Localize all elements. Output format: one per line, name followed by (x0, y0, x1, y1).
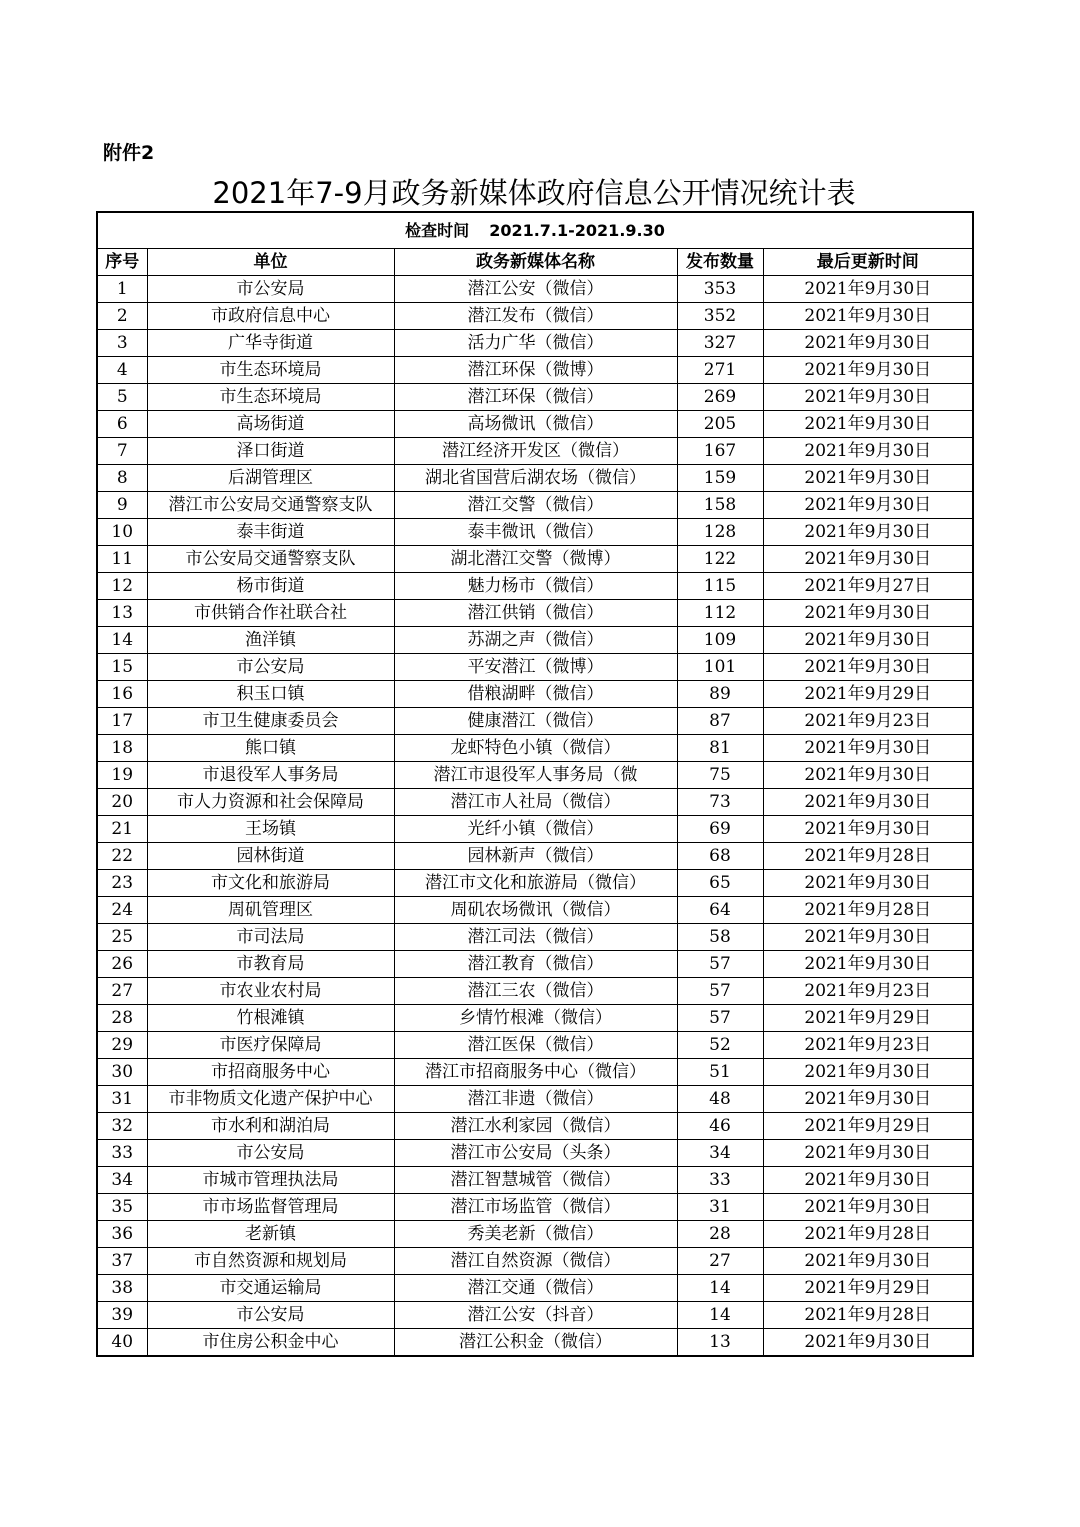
cell-seq: 27 (97, 978, 147, 1005)
cell-unit: 市招商服务中心 (147, 1059, 394, 1086)
cell-seq: 26 (97, 951, 147, 978)
cell-post-count: 57 (677, 978, 763, 1005)
cell-post-count: 115 (677, 573, 763, 600)
cell-last-update: 2021年9月30日 (763, 654, 973, 681)
cell-media-name: 潜江环保（微信） (394, 384, 677, 411)
table-row (97, 546, 973, 573)
cell-last-update: 2021年9月30日 (763, 1194, 973, 1221)
cell-media-name: 周矶农场微讯（微信） (394, 897, 677, 924)
cell-last-update: 2021年9月30日 (763, 357, 973, 384)
cell-last-update: 2021年9月30日 (763, 1086, 973, 1113)
cell-media-name: 平安潜江（微博） (394, 654, 677, 681)
cell-post-count: 13 (677, 1329, 763, 1357)
cell-unit: 市公安局交通警察支队 (147, 546, 394, 573)
cell-post-count: 34 (677, 1140, 763, 1167)
cell-media-name: 潜江公安（微信） (394, 276, 677, 303)
cell-seq: 40 (97, 1329, 147, 1357)
cell-seq: 21 (97, 816, 147, 843)
cell-last-update: 2021年9月30日 (763, 492, 973, 519)
table-row (97, 816, 973, 843)
cell-unit: 杨市街道 (147, 573, 394, 600)
cell-last-update: 2021年9月30日 (763, 735, 973, 762)
cell-seq: 28 (97, 1005, 147, 1032)
cell-media-name: 潜江市退役军人事务局（微 (394, 762, 677, 789)
cell-unit: 王场镇 (147, 816, 394, 843)
table-row (97, 924, 973, 951)
cell-media-name: 园林新声（微信） (394, 843, 677, 870)
table-row (97, 843, 973, 870)
cell-seq: 35 (97, 1194, 147, 1221)
header-media-name: 政务新媒体名称 (394, 249, 677, 276)
cell-media-name: 潜江司法（微信） (394, 924, 677, 951)
cell-last-update: 2021年9月30日 (763, 546, 973, 573)
cell-media-name: 健康潜江（微信） (394, 708, 677, 735)
cell-unit: 市生态环境局 (147, 357, 394, 384)
cell-seq: 39 (97, 1302, 147, 1329)
cell-post-count: 101 (677, 654, 763, 681)
cell-post-count: 27 (677, 1248, 763, 1275)
cell-post-count: 46 (677, 1113, 763, 1140)
table-row (97, 600, 973, 627)
header-unit: 单位 (147, 249, 394, 276)
cell-seq: 17 (97, 708, 147, 735)
cell-seq: 7 (97, 438, 147, 465)
cell-post-count: 69 (677, 816, 763, 843)
cell-seq: 38 (97, 1275, 147, 1302)
cell-unit: 潜江市公安局交通警察支队 (147, 492, 394, 519)
cell-media-name: 潜江经济开发区（微信） (394, 438, 677, 465)
cell-last-update: 2021年9月30日 (763, 627, 973, 654)
header-last-update: 最后更新时间 (763, 249, 973, 276)
cell-unit: 老新镇 (147, 1221, 394, 1248)
table-row (97, 330, 973, 357)
cell-last-update: 2021年9月30日 (763, 816, 973, 843)
cell-post-count: 87 (677, 708, 763, 735)
cell-media-name: 潜江公积金（微信） (394, 1329, 677, 1357)
cell-media-name: 潜江市场监管（微信） (394, 1194, 677, 1221)
cell-seq: 5 (97, 384, 147, 411)
cell-seq: 22 (97, 843, 147, 870)
cell-post-count: 167 (677, 438, 763, 465)
table-row (97, 654, 973, 681)
cell-unit: 市生态环境局 (147, 384, 394, 411)
table-row (97, 897, 973, 924)
cell-last-update: 2021年9月30日 (763, 384, 973, 411)
cell-seq: 2 (97, 303, 147, 330)
cell-media-name: 潜江市文化和旅游局（微信） (394, 870, 677, 897)
table-row (97, 1086, 973, 1113)
cell-seq: 6 (97, 411, 147, 438)
cell-media-name: 潜江发布（微信） (394, 303, 677, 330)
cell-last-update: 2021年9月30日 (763, 465, 973, 492)
cell-seq: 23 (97, 870, 147, 897)
table-row (97, 627, 973, 654)
table-row (97, 870, 973, 897)
cell-post-count: 352 (677, 303, 763, 330)
table-row (97, 1248, 973, 1275)
cell-post-count: 73 (677, 789, 763, 816)
cell-last-update: 2021年9月30日 (763, 951, 973, 978)
cell-seq: 33 (97, 1140, 147, 1167)
cell-post-count: 48 (677, 1086, 763, 1113)
table-row (97, 978, 973, 1005)
cell-media-name: 高场微讯（微信） (394, 411, 677, 438)
cell-last-update: 2021年9月30日 (763, 438, 973, 465)
cell-media-name: 潜江供销（微信） (394, 600, 677, 627)
cell-seq: 15 (97, 654, 147, 681)
cell-seq: 24 (97, 897, 147, 924)
cell-unit: 市农业农村局 (147, 978, 394, 1005)
cell-post-count: 109 (677, 627, 763, 654)
cell-seq: 10 (97, 519, 147, 546)
cell-unit: 周矶管理区 (147, 897, 394, 924)
cell-post-count: 81 (677, 735, 763, 762)
cell-media-name: 潜江三农（微信） (394, 978, 677, 1005)
table-row (97, 1275, 973, 1302)
table-row (97, 1329, 973, 1357)
table-row (97, 708, 973, 735)
cell-unit: 市人力资源和社会保障局 (147, 789, 394, 816)
cell-unit: 熊口镇 (147, 735, 394, 762)
table-row (97, 357, 973, 384)
cell-unit: 市城市管理执法局 (147, 1167, 394, 1194)
cell-unit: 市水利和湖泊局 (147, 1113, 394, 1140)
cell-last-update: 2021年9月23日 (763, 1032, 973, 1059)
table-row (97, 1032, 973, 1059)
table-row (97, 384, 973, 411)
cell-post-count: 112 (677, 600, 763, 627)
cell-seq: 11 (97, 546, 147, 573)
cell-post-count: 158 (677, 492, 763, 519)
cell-media-name: 湖北省国营后湖农场（微信） (394, 465, 677, 492)
cell-media-name: 光纤小镇（微信） (394, 816, 677, 843)
cell-media-name: 泰丰微讯（微信） (394, 519, 677, 546)
cell-post-count: 159 (677, 465, 763, 492)
cell-seq: 8 (97, 465, 147, 492)
check-time-value: 2021.7.1-2021.9.30 (489, 220, 665, 240)
table-row (97, 1113, 973, 1140)
cell-last-update: 2021年9月23日 (763, 708, 973, 735)
cell-post-count: 57 (677, 1005, 763, 1032)
cell-unit: 泰丰街道 (147, 519, 394, 546)
cell-seq: 19 (97, 762, 147, 789)
table-row (97, 573, 973, 600)
cell-post-count: 57 (677, 951, 763, 978)
cell-unit: 市非物质文化遗产保护中心 (147, 1086, 394, 1113)
cell-unit: 市公安局 (147, 1140, 394, 1167)
cell-unit: 市文化和旅游局 (147, 870, 394, 897)
table-row (97, 1005, 973, 1032)
table-row (97, 492, 973, 519)
cell-seq: 34 (97, 1167, 147, 1194)
check-time-row (97, 212, 973, 249)
cell-post-count: 65 (677, 870, 763, 897)
cell-media-name: 借粮湖畔（微信） (394, 681, 677, 708)
cell-post-count: 269 (677, 384, 763, 411)
cell-post-count: 327 (677, 330, 763, 357)
cell-unit: 高场街道 (147, 411, 394, 438)
cell-unit: 市退役军人事务局 (147, 762, 394, 789)
stats-table (96, 211, 974, 1357)
table-row (97, 735, 973, 762)
cell-post-count: 353 (677, 276, 763, 303)
table-row (97, 681, 973, 708)
cell-last-update: 2021年9月30日 (763, 789, 973, 816)
cell-seq: 4 (97, 357, 147, 384)
cell-last-update: 2021年9月30日 (763, 762, 973, 789)
cell-post-count: 33 (677, 1167, 763, 1194)
table-row (97, 1059, 973, 1086)
table-row (97, 411, 973, 438)
cell-last-update: 2021年9月28日 (763, 897, 973, 924)
cell-media-name: 潜江交通（微信） (394, 1275, 677, 1302)
cell-post-count: 31 (677, 1194, 763, 1221)
cell-unit: 竹根滩镇 (147, 1005, 394, 1032)
table-row (97, 276, 973, 303)
cell-unit: 广华寺街道 (147, 330, 394, 357)
cell-seq: 13 (97, 600, 147, 627)
table-row (97, 438, 973, 465)
cell-media-name: 龙虾特色小镇（微信） (394, 735, 677, 762)
cell-last-update: 2021年9月29日 (763, 1113, 973, 1140)
cell-last-update: 2021年9月29日 (763, 1275, 973, 1302)
cell-unit: 渔洋镇 (147, 627, 394, 654)
cell-media-name: 潜江交警（微信） (394, 492, 677, 519)
cell-post-count: 122 (677, 546, 763, 573)
cell-last-update: 2021年9月29日 (763, 681, 973, 708)
cell-unit: 市公安局 (147, 1302, 394, 1329)
cell-media-name: 潜江水利家园（微信） (394, 1113, 677, 1140)
cell-unit: 市司法局 (147, 924, 394, 951)
cell-media-name: 潜江非遗（微信） (394, 1086, 677, 1113)
cell-unit: 市公安局 (147, 276, 394, 303)
cell-seq: 32 (97, 1113, 147, 1140)
cell-last-update: 2021年9月28日 (763, 1221, 973, 1248)
cell-last-update: 2021年9月30日 (763, 519, 973, 546)
cell-last-update: 2021年9月30日 (763, 330, 973, 357)
cell-seq: 12 (97, 573, 147, 600)
cell-seq: 16 (97, 681, 147, 708)
cell-post-count: 64 (677, 897, 763, 924)
cell-post-count: 68 (677, 843, 763, 870)
table-body (97, 276, 973, 1357)
cell-unit: 市教育局 (147, 951, 394, 978)
table-row (97, 1140, 973, 1167)
cell-last-update: 2021年9月30日 (763, 1248, 973, 1275)
cell-last-update: 2021年9月30日 (763, 303, 973, 330)
header-post-count: 发布数量 (677, 249, 763, 276)
cell-media-name: 潜江环保（微博） (394, 357, 677, 384)
cell-post-count: 52 (677, 1032, 763, 1059)
table-row (97, 789, 973, 816)
cell-seq: 31 (97, 1086, 147, 1113)
cell-unit: 园林街道 (147, 843, 394, 870)
cell-media-name: 潜江智慧城管（微信） (394, 1167, 677, 1194)
cell-unit: 市供销合作社联合社 (147, 600, 394, 627)
cell-media-name: 潜江公安（抖音） (394, 1302, 677, 1329)
cell-unit: 市政府信息中心 (147, 303, 394, 330)
cell-media-name: 潜江市招商服务中心（微信） (394, 1059, 677, 1086)
cell-last-update: 2021年9月30日 (763, 1329, 973, 1357)
cell-post-count: 14 (677, 1275, 763, 1302)
cell-unit: 市医疗保障局 (147, 1032, 394, 1059)
cell-last-update: 2021年9月27日 (763, 573, 973, 600)
cell-seq: 3 (97, 330, 147, 357)
cell-post-count: 89 (677, 681, 763, 708)
cell-media-name: 潜江自然资源（微信） (394, 1248, 677, 1275)
cell-unit: 市住房公积金中心 (147, 1329, 394, 1357)
cell-post-count: 75 (677, 762, 763, 789)
cell-last-update: 2021年9月30日 (763, 600, 973, 627)
cell-media-name: 潜江教育（微信） (394, 951, 677, 978)
table-row (97, 762, 973, 789)
cell-last-update: 2021年9月28日 (763, 843, 973, 870)
cell-media-name: 乡情竹根滩（微信） (394, 1005, 677, 1032)
cell-media-name: 魅力杨市（微信） (394, 573, 677, 600)
cell-media-name: 活力广华（微信） (394, 330, 677, 357)
cell-last-update: 2021年9月30日 (763, 276, 973, 303)
header-seq: 序号 (97, 249, 147, 276)
table-row (97, 1194, 973, 1221)
table-row (97, 1302, 973, 1329)
cell-post-count: 58 (677, 924, 763, 951)
cell-seq: 36 (97, 1221, 147, 1248)
table-row (97, 1221, 973, 1248)
cell-seq: 14 (97, 627, 147, 654)
table-row (97, 951, 973, 978)
cell-media-name: 秀美老新（微信） (394, 1221, 677, 1248)
cell-post-count: 128 (677, 519, 763, 546)
cell-seq: 25 (97, 924, 147, 951)
cell-seq: 18 (97, 735, 147, 762)
cell-last-update: 2021年9月30日 (763, 1059, 973, 1086)
cell-post-count: 205 (677, 411, 763, 438)
cell-unit: 积玉口镇 (147, 681, 394, 708)
check-time-cell (97, 212, 973, 249)
cell-post-count: 14 (677, 1302, 763, 1329)
cell-last-update: 2021年9月30日 (763, 1167, 973, 1194)
cell-unit: 市交通运输局 (147, 1275, 394, 1302)
cell-post-count: 51 (677, 1059, 763, 1086)
cell-last-update: 2021年9月30日 (763, 870, 973, 897)
table-row (97, 519, 973, 546)
cell-media-name: 潜江医保（微信） (394, 1032, 677, 1059)
cell-seq: 37 (97, 1248, 147, 1275)
header-row (97, 249, 973, 276)
cell-seq: 1 (97, 276, 147, 303)
table-row (97, 465, 973, 492)
cell-last-update: 2021年9月30日 (763, 924, 973, 951)
table-row (97, 1167, 973, 1194)
cell-media-name: 湖北潜江交警（微博） (394, 546, 677, 573)
cell-media-name: 潜江市人社局（微信） (394, 789, 677, 816)
cell-last-update: 2021年9月30日 (763, 1140, 973, 1167)
attachment-label: 附件2 (103, 142, 155, 164)
cell-seq: 20 (97, 789, 147, 816)
cell-last-update: 2021年9月23日 (763, 978, 973, 1005)
cell-unit: 市卫生健康委员会 (147, 708, 394, 735)
page-title: 2021年7-9月政务新媒体政府信息公开情况统计表 (212, 176, 856, 210)
table-row (97, 303, 973, 330)
cell-unit: 市市场监督管理局 (147, 1194, 394, 1221)
cell-last-update: 2021年9月28日 (763, 1302, 973, 1329)
cell-last-update: 2021年9月29日 (763, 1005, 973, 1032)
cell-seq: 30 (97, 1059, 147, 1086)
cell-unit: 市自然资源和规划局 (147, 1248, 394, 1275)
cell-seq: 9 (97, 492, 147, 519)
cell-seq: 29 (97, 1032, 147, 1059)
check-time-label: 检查时间 (405, 220, 470, 240)
cell-post-count: 28 (677, 1221, 763, 1248)
cell-unit: 泽口街道 (147, 438, 394, 465)
cell-last-update: 2021年9月30日 (763, 411, 973, 438)
cell-media-name: 苏湖之声（微信） (394, 627, 677, 654)
cell-media-name: 潜江市公安局（头条） (394, 1140, 677, 1167)
cell-unit: 后湖管理区 (147, 465, 394, 492)
cell-post-count: 271 (677, 357, 763, 384)
cell-unit: 市公安局 (147, 654, 394, 681)
